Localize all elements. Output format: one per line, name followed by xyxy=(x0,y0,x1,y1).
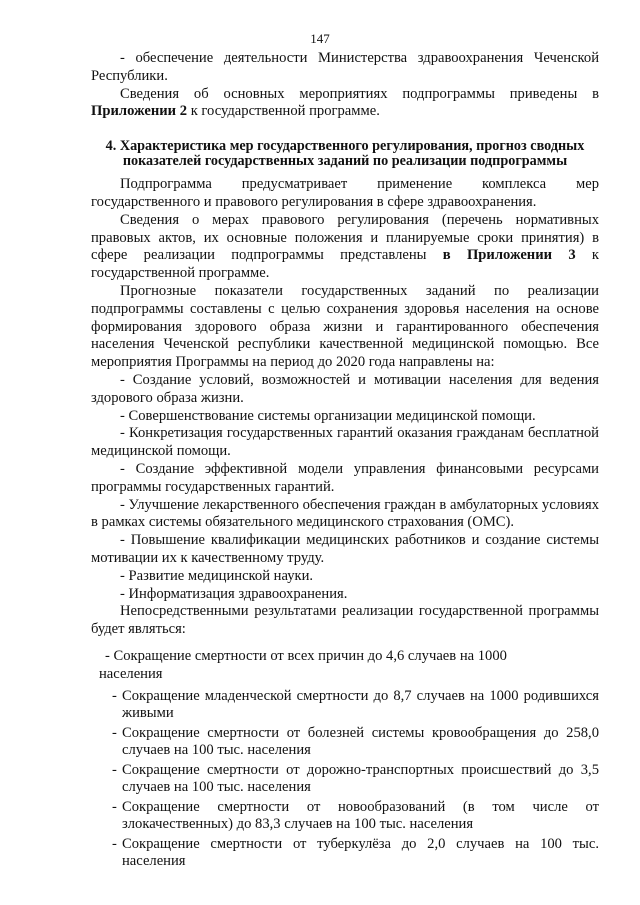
first-result-line-1: - Сокращение смертности от всех причин до 4,6 случаев на 1000 xyxy=(105,647,507,664)
document-body xyxy=(91,50,599,873)
page-number: 147 xyxy=(310,31,330,46)
appendix2-bold: Приложении 2 xyxy=(91,103,188,120)
result-item xyxy=(91,799,599,834)
result-text: Сокращение смертности от туберкулёза до 2,0 случаев на 100 тыс. населения xyxy=(122,835,599,869)
direction-item: - Создание условий, возможностей и мотивации населения для ведения здорового образа жизни. xyxy=(91,371,599,406)
appendix2-rest: к государственной программе. xyxy=(187,103,380,120)
para2-bold: в Приложении 3 xyxy=(442,247,576,264)
para2-after: к государственной программе. xyxy=(91,247,599,282)
direction-item: - Улучшение лекарственного обеспечения граждан в амбулаторных условиях в рамках системы обязательного медицинского страхования (ОМС). xyxy=(91,496,599,531)
paragraph-2 xyxy=(91,212,599,283)
result-item xyxy=(91,762,599,797)
first-result-line-2: населения xyxy=(99,665,163,682)
result-text: Сокращение смертности от новообразований (в том числе от злокачественных) до 83,3 случаев на 100 тыс. населения xyxy=(122,798,599,832)
dash-marker: - xyxy=(112,798,117,815)
dash-marker: - xyxy=(112,835,117,852)
direction-item: - Развитие медицинской науки. xyxy=(120,567,314,584)
paragraph-1: Подпрограмма предусматривает применение комплекса мер государственного и правового регулирования в сфере здравоохранения. xyxy=(91,176,599,210)
direction-item: - Информатизация здравоохранения. xyxy=(120,585,348,602)
result-item xyxy=(91,836,599,871)
dash-marker: - xyxy=(112,724,117,741)
results-intro: Непосредственными результатами реализации государственной программы будет являться: xyxy=(91,603,599,638)
result-item xyxy=(91,725,599,760)
direction-item: - Совершенствование системы организации медицинской помощи. xyxy=(120,407,536,424)
dash-marker: - xyxy=(112,687,117,704)
intro-line-2 xyxy=(91,86,599,122)
section-heading: 4. Характеристика мер государственного регулирования, прогноз сводных показателей государственных заданий по реализации подпрограммы xyxy=(105,138,585,169)
dash-marker: - xyxy=(112,761,117,778)
result-text: Сокращение младенческой смертности до 8,7 случаев на 1000 родившихся живыми xyxy=(122,687,599,721)
direction-item: - Конкретизация государственных гарантий оказания гражданам бесплатной медицинской помощи. xyxy=(91,425,599,460)
direction-item: - Создание эффективной модели управления финансовыми ресурсами программы государственных гарантий. xyxy=(91,460,599,495)
appendix2-text: Сведения об основных мероприятиях подпрограммы приведены в xyxy=(120,85,599,102)
paragraph-3: Прогнозные показатели государственных заданий по реализации подпрограммы составлены с целью сохранения здоровья населения на основе формирования здорового образа жизни и гарантированного обеспечения населения Чеченской республики качественной медицинской помощью. Все мероприятия Программы на период до 2020 года направлены на: xyxy=(91,282,599,371)
result-text: Сокращение смертности от болезней системы кровообращения до 258,0 случаев на 100 тыс. населения xyxy=(122,724,599,758)
results-list xyxy=(91,688,599,871)
result-text: Сокращение смертности от дорожно-транспортных происшествий до 3,5 случаев на 100 тыс. населения xyxy=(122,761,599,795)
para2-before: Сведения о мерах правового регулирования (перечень нормативных правовых актов, их основные положения и планируемые сроки принятия) в сфере реализации подпрограммы представлены xyxy=(91,211,599,264)
result-item xyxy=(91,688,599,723)
direction-item: - Повышение квалификации медицинских работников и создание системы мотивации их к качественному труду. xyxy=(91,532,599,566)
intro-line-1: - обеспечение деятельности Министерства здравоохранения Чеченской Республики. xyxy=(91,50,599,84)
first-result xyxy=(91,648,599,684)
